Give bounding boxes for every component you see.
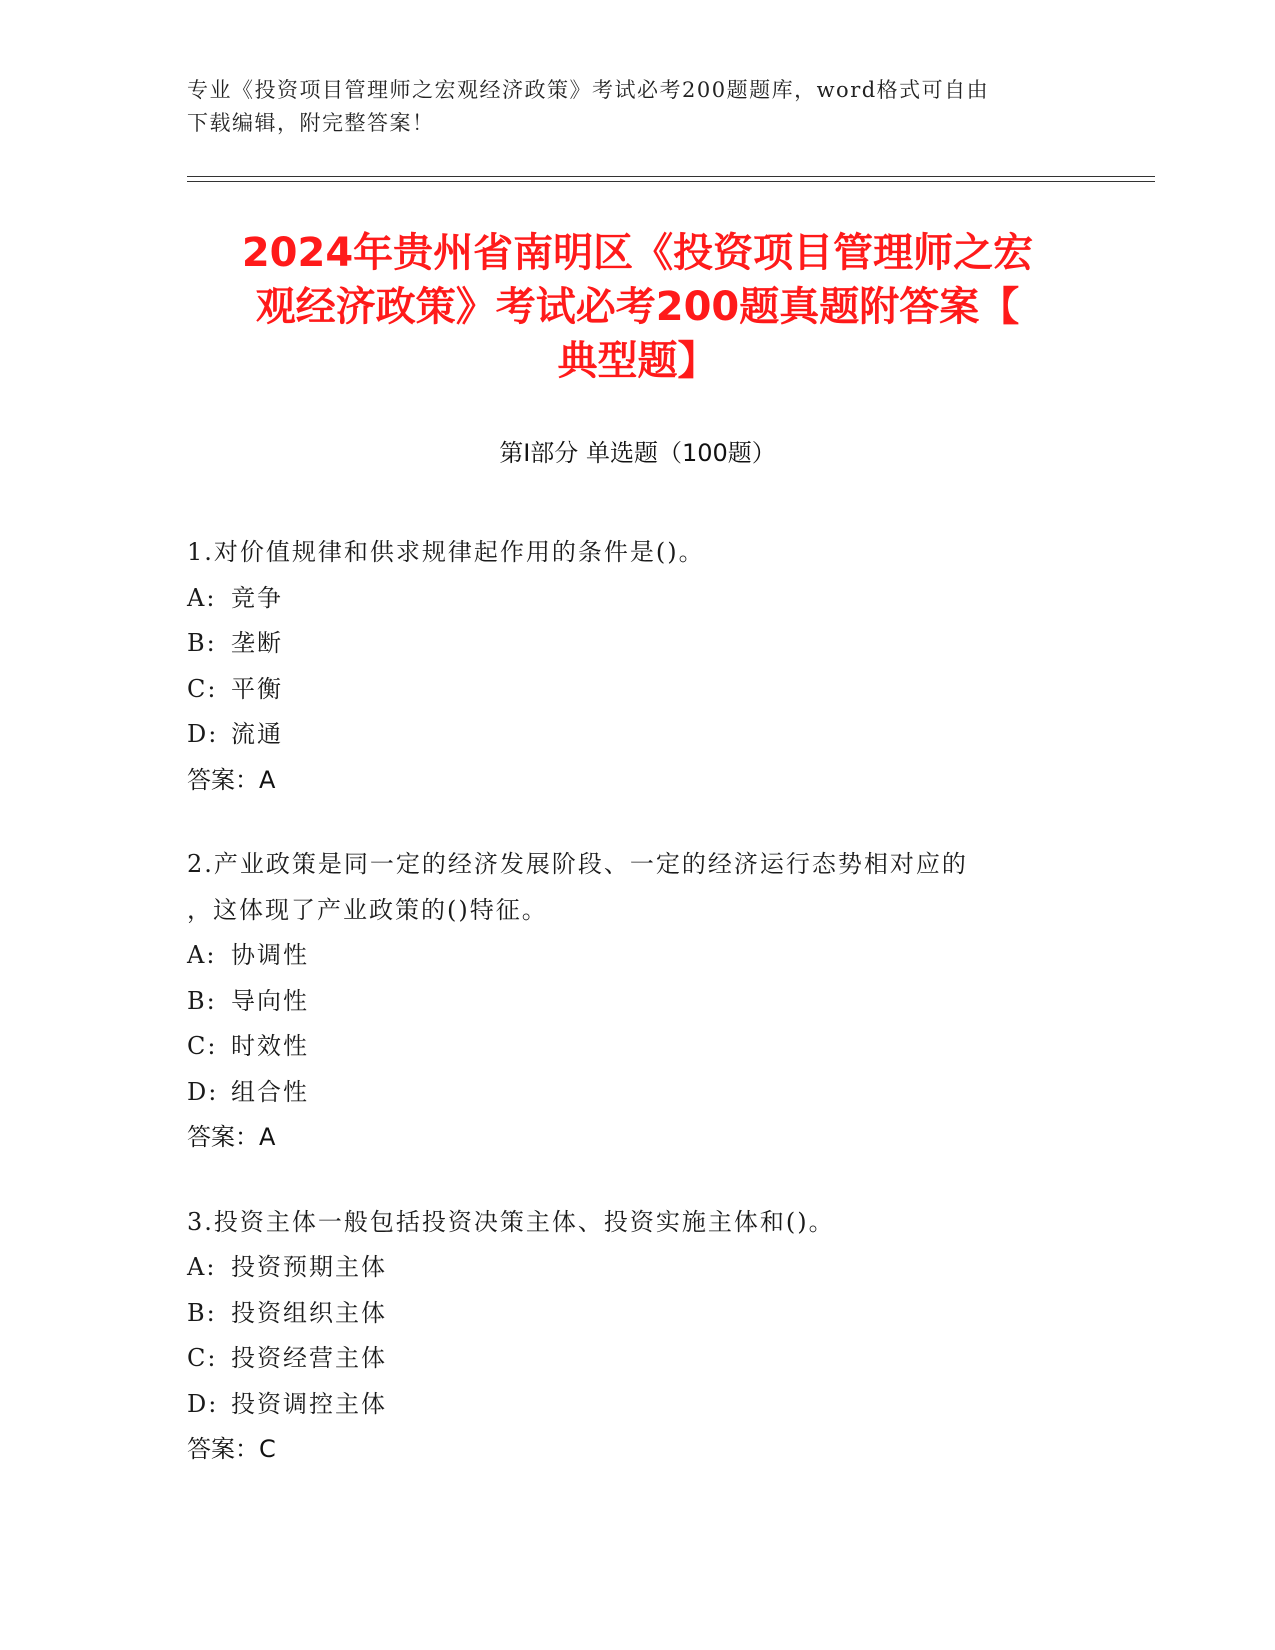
option-key: A: <box>187 583 217 612</box>
option-text: 垄断 <box>231 629 283 657</box>
answer-line: 答案：C <box>187 1435 276 1463</box>
option-d <box>187 712 1067 758</box>
title-line-2: 观经济政策》考试必考200题真题附答案【 <box>255 284 1020 330</box>
option-b <box>187 979 1067 1025</box>
question-stem: 2.产业政策是同一定的经济发展阶段、一定的经济运行态势相对应的 <box>187 850 968 878</box>
option-c <box>187 1336 1067 1382</box>
option-key: D: <box>187 720 219 748</box>
answer-line: 答案：A <box>187 1123 276 1151</box>
option-text: 竞争 <box>231 583 283 612</box>
header-line-2: 下载编辑，附完整答案！ <box>187 111 435 135</box>
option-c <box>187 1024 1067 1070</box>
option-key: B: <box>187 629 217 657</box>
option-key: D: <box>187 1389 219 1418</box>
option-d <box>187 1382 1067 1428</box>
question-1 <box>187 530 1067 803</box>
option-text: 平衡 <box>231 674 283 703</box>
answer-line: 答案：A <box>187 765 276 794</box>
option-text: 投资调控主体 <box>231 1389 387 1418</box>
option-text: 协调性 <box>231 941 309 969</box>
option-key: C: <box>187 1344 218 1372</box>
option-key: A: <box>187 1253 217 1281</box>
option-key: D: <box>187 1077 219 1106</box>
header-divider-top <box>187 176 1155 177</box>
option-text: 投资预期主体 <box>231 1253 387 1281</box>
option-text: 投资经营主体 <box>231 1344 387 1372</box>
option-a <box>187 1245 1067 1291</box>
option-b <box>187 621 1067 667</box>
option-text: 时效性 <box>231 1032 309 1060</box>
option-text: 导向性 <box>231 986 309 1015</box>
option-text: 流通 <box>231 720 283 748</box>
option-c <box>187 667 1067 713</box>
question-stem: 1.对价值规律和供求规律起作用的条件是()。 <box>187 538 705 566</box>
option-b <box>187 1291 1067 1337</box>
option-text: 组合性 <box>231 1077 309 1106</box>
question-stem: 3.投资主体一般包括投资决策主体、投资实施主体和()。 <box>187 1207 835 1236</box>
header-divider-bottom <box>187 181 1155 182</box>
option-text: 投资组织主体 <box>231 1298 387 1327</box>
section-heading: 第Ⅰ部分 单选题（100题） <box>499 439 776 467</box>
header-line-1: 专业《投资项目管理师之宏观经济政策》考试必考200题题库，word格式可自由 <box>187 78 990 102</box>
option-key: A: <box>187 941 217 969</box>
title-line-1: 2024年贵州省南明区《投资项目管理师之宏 <box>241 230 1034 276</box>
option-key: C: <box>187 1032 218 1060</box>
option-d <box>187 1070 1067 1116</box>
option-key: B: <box>187 1298 217 1327</box>
title-line-3: 典型题】 <box>557 338 718 384</box>
question-3 <box>187 1200 1067 1473</box>
question-2 <box>187 842 1067 1161</box>
question-stem-continued: ，这体现了产业政策的()特征。 <box>187 895 548 924</box>
document-header <box>187 74 1087 140</box>
document-title <box>160 226 1115 388</box>
option-a <box>187 576 1067 622</box>
option-a <box>187 933 1067 979</box>
option-key: B: <box>187 986 217 1015</box>
option-key: C: <box>187 674 218 703</box>
question-list <box>187 530 1067 1512</box>
